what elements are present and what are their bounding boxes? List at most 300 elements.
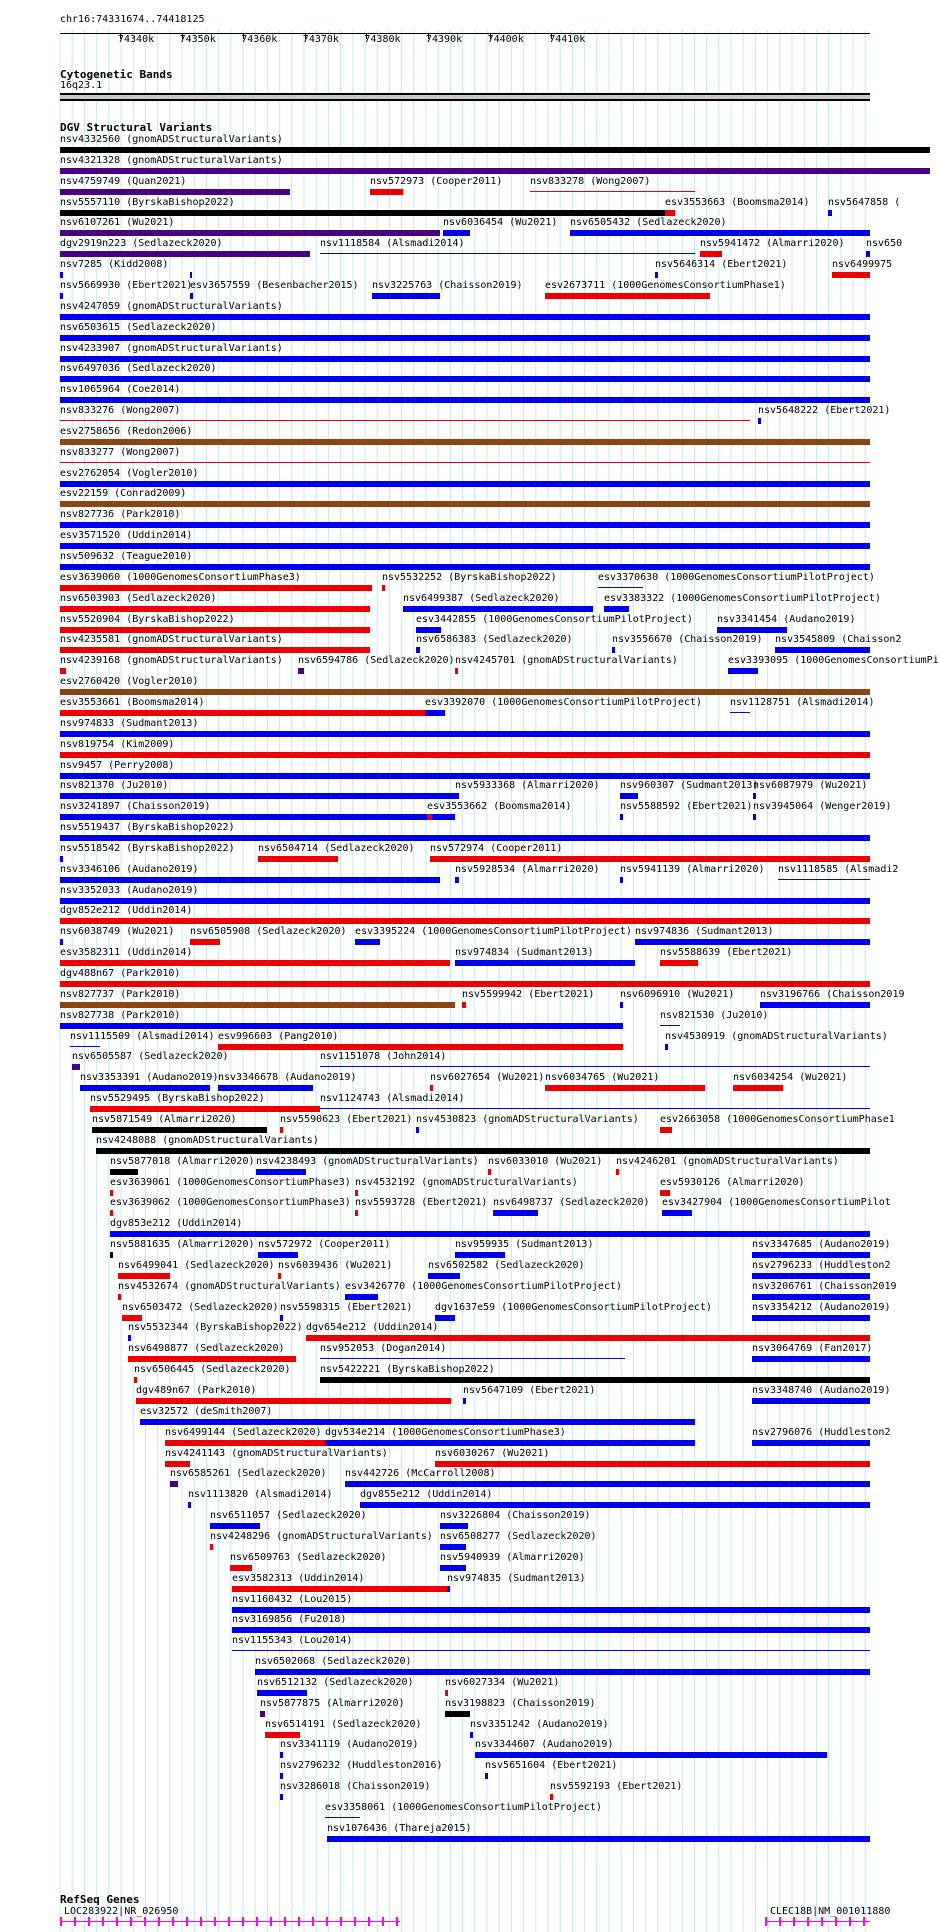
variant-feature[interactable]: [96, 1148, 870, 1154]
variant-feature[interactable]: [210, 1523, 260, 1529]
variant-label[interactable]: nsv6030267 (Wu2021): [435, 1447, 550, 1459]
variant-label[interactable]: nsv6033010 (Wu2021): [488, 1155, 603, 1167]
variant-feature[interactable]: [60, 585, 372, 591]
variant-label[interactable]: nsv6498737 (Sedlazeck2020): [493, 1197, 650, 1209]
gene-exon[interactable]: [793, 1917, 795, 1926]
variant-feature[interactable]: [604, 606, 629, 612]
variant-label[interactable]: nsv3344607 (Audano2019): [475, 1739, 614, 1751]
variant-label[interactable]: nsv6039436 (Wu2021): [278, 1259, 393, 1271]
variant-feature[interactable]: [232, 1607, 870, 1613]
variant-label[interactable]: nsv5588639 (Ebert2021): [660, 947, 793, 959]
variant-feature[interactable]: [440, 1565, 466, 1571]
variant-feature[interactable]: [320, 1358, 625, 1359]
variant-label[interactable]: esv3395224 (1000GenomesConsortiumPilotProject): [355, 926, 632, 938]
variant-label[interactable]: nsv6585261 (Sedlazeck2020): [170, 1468, 327, 1480]
variant-feature[interactable]: [60, 939, 63, 945]
variant-feature[interactable]: [752, 1398, 870, 1404]
variant-label[interactable]: nsv4248296 (gnomADStructuralVariants): [210, 1530, 433, 1542]
variant-feature[interactable]: [620, 814, 623, 820]
variant-label[interactable]: nsv5669930 (Ebert2021): [60, 279, 193, 291]
variant-feature[interactable]: [485, 1773, 488, 1779]
variant-label[interactable]: nsv6504714 (Sedlazeck2020): [258, 842, 415, 854]
variant-label[interactable]: nsv1160432 (Lou2015): [232, 1593, 353, 1605]
variant-feature[interactable]: [60, 856, 63, 862]
variant-label[interactable]: nsv3545809 (Chaisson2: [775, 634, 902, 646]
variant-label[interactable]: nsv5881635 (Almarri2020): [110, 1239, 255, 1251]
variant-feature[interactable]: [416, 1127, 419, 1133]
gene-exon[interactable]: [158, 1917, 160, 1926]
variant-feature[interactable]: [60, 960, 450, 966]
variant-label[interactable]: nsv833277 (Wong2007): [60, 446, 181, 458]
variant-feature[interactable]: [455, 668, 458, 674]
variant-label[interactable]: nsv4532674 (gnomADStructuralVariants): [118, 1280, 341, 1292]
variant-feature[interactable]: [210, 1544, 213, 1550]
variant-feature[interactable]: [280, 1794, 283, 1800]
variant-label[interactable]: nsv5941472 (Almarri2020): [700, 238, 845, 250]
variant-label[interactable]: nsv6107261 (Wu2021): [60, 217, 175, 229]
variant-feature[interactable]: [60, 1002, 455, 1008]
variant-label[interactable]: nsv6499387 (Sedlazeck2020): [403, 592, 560, 604]
variant-label[interactable]: nsv6499144 (Sedlazeck2020): [165, 1426, 322, 1438]
variant-feature[interactable]: [60, 439, 870, 445]
variant-feature[interactable]: [752, 1273, 870, 1279]
variant-label[interactable]: dgv654e212 (Uddin2014): [306, 1322, 439, 1334]
variant-label[interactable]: nsv4233907 (gnomADStructuralVariants): [60, 342, 283, 354]
variant-feature[interactable]: [370, 189, 403, 195]
variant-label[interactable]: nsv4241143 (gnomADStructuralVariants): [165, 1447, 388, 1459]
variant-label[interactable]: nsv4235581 (gnomADStructuralVariants): [60, 634, 283, 646]
variant-feature[interactable]: [128, 1335, 131, 1341]
variant-feature[interactable]: [165, 1440, 325, 1446]
variant-feature[interactable]: [60, 335, 870, 341]
variant-feature[interactable]: [165, 1461, 190, 1467]
variant-label[interactable]: nsv6505432 (Sedlazeck2020): [570, 217, 727, 229]
variant-label[interactable]: dgv488n67 (Park2010): [60, 968, 181, 979]
variant-label[interactable]: nsv5647858 (: [828, 196, 901, 208]
variant-label[interactable]: esv2758656 (Redon2006): [60, 425, 193, 437]
variant-feature[interactable]: [60, 272, 63, 278]
variant-label[interactable]: esv3639061 (1000GenomesConsortiumPhase3): [110, 1176, 351, 1188]
variant-feature[interactable]: [256, 1169, 306, 1175]
variant-label[interactable]: nsv442726 (McCarroll2008): [345, 1468, 496, 1480]
variant-feature[interactable]: [60, 189, 290, 195]
variant-label[interactable]: nsv5518542 (ByrskaBishop2022): [60, 842, 235, 854]
variant-label[interactable]: nsv5648222 (Ebert2021): [758, 405, 891, 417]
variant-label[interactable]: nsv5532344 (ByrskaBishop2022): [128, 1322, 303, 1334]
variant-feature[interactable]: [110, 1210, 113, 1216]
gene-exon[interactable]: [242, 1917, 244, 1926]
variant-label[interactable]: nsv3353391 (Audano2019): [80, 1072, 219, 1084]
gene-label[interactable]: CLEC18B|NM_001011880: [770, 1906, 891, 1917]
variant-feature[interactable]: [435, 1315, 455, 1321]
variant-feature[interactable]: [60, 877, 440, 883]
variant-label[interactable]: esv32572 (deSmith2007): [140, 1405, 273, 1417]
variant-feature[interactable]: [372, 293, 440, 299]
variant-feature[interactable]: [866, 251, 870, 257]
variant-label[interactable]: nsv1115509 (Alsmadi2014): [70, 1030, 215, 1042]
variant-feature[interactable]: [188, 1502, 191, 1508]
variant-feature[interactable]: [60, 627, 370, 633]
variant-feature[interactable]: [355, 939, 380, 945]
variant-feature[interactable]: [660, 1127, 672, 1133]
gene-exon[interactable]: [382, 1917, 384, 1926]
variant-feature[interactable]: [258, 1252, 298, 1258]
variant-label[interactable]: nsv1151078 (John2014): [320, 1051, 447, 1063]
variant-feature[interactable]: [728, 668, 758, 674]
variant-label[interactable]: nsv4248088 (gnomADStructuralVariants): [96, 1134, 319, 1146]
variant-feature[interactable]: [60, 376, 870, 382]
variant-label[interactable]: nsv5928534 (Almarri2020): [455, 863, 600, 875]
variant-label[interactable]: nsv5588592 (Ebert2021): [620, 801, 753, 813]
variant-feature[interactable]: [257, 1690, 307, 1696]
variant-feature[interactable]: [60, 251, 310, 257]
variant-feature[interactable]: [70, 1046, 100, 1047]
variant-label[interactable]: nsv5940939 (Almarri2020): [440, 1551, 585, 1563]
variant-label[interactable]: nsv4532192 (gnomADStructuralVariants): [355, 1176, 578, 1188]
variant-feature[interactable]: [60, 981, 870, 987]
variant-feature[interactable]: [355, 1190, 358, 1196]
variant-label[interactable]: esv3358061 (1000GenomesConsortiumPilotProject): [325, 1802, 602, 1813]
variant-label[interactable]: nsv821370 (Ju2010): [60, 780, 169, 792]
variant-label[interactable]: nsv3354212 (Audano2019): [752, 1301, 891, 1313]
variant-feature[interactable]: [445, 1711, 470, 1717]
variant-feature[interactable]: [325, 1440, 695, 1446]
variant-label[interactable]: nsv3945064 (Wenger2019): [753, 801, 892, 813]
variant-label[interactable]: nsv821530 (Ju2010): [660, 1009, 769, 1021]
variant-label[interactable]: nsv1076436 (Thareja2015): [327, 1822, 472, 1834]
variant-label[interactable]: esv996603 (Pang2010): [218, 1030, 339, 1042]
gene-exon[interactable]: [354, 1917, 356, 1926]
variant-feature[interactable]: [60, 462, 870, 463]
variant-label[interactable]: nsv1113820 (Alsmadi2014): [188, 1489, 333, 1501]
variant-feature[interactable]: [403, 606, 593, 612]
variant-label[interactable]: nsv6027654 (Wu2021): [430, 1072, 545, 1084]
variant-feature[interactable]: [60, 647, 370, 653]
variant-feature[interactable]: [327, 1836, 870, 1842]
variant-label[interactable]: nsv7285 (Kidd2008): [60, 259, 169, 271]
variant-feature[interactable]: [170, 1481, 178, 1487]
variant-label[interactable]: nsv3346106 (Audano2019): [60, 863, 199, 875]
variant-label[interactable]: dgv852e212 (Uddin2014): [60, 905, 193, 917]
gene-exon[interactable]: [298, 1917, 300, 1926]
variant-label[interactable]: nsv3225763 (Chaisson2019): [372, 279, 523, 291]
variant-feature[interactable]: [758, 418, 761, 424]
variant-feature[interactable]: [60, 210, 670, 216]
variant-label[interactable]: nsv1155343 (Lou2014): [232, 1635, 353, 1647]
variant-label[interactable]: nsv6506445 (Sedlazeck2020): [134, 1364, 291, 1376]
variant-feature[interactable]: [455, 793, 459, 799]
variant-feature[interactable]: [463, 1398, 466, 1404]
variant-feature[interactable]: [280, 1752, 283, 1758]
variant-feature[interactable]: [60, 668, 66, 674]
variant-label[interactable]: nsv1124743 (Alsmadi2014): [320, 1093, 465, 1105]
variant-feature[interactable]: [60, 773, 870, 779]
variant-feature[interactable]: [280, 1773, 283, 1779]
variant-label[interactable]: nsv1118585 (Alsmadi2: [778, 863, 899, 875]
variant-label[interactable]: nsv3226804 (Chaisson2019): [440, 1510, 591, 1522]
variant-feature[interactable]: [455, 1252, 505, 1258]
gene-exon[interactable]: [102, 1917, 104, 1926]
variant-label[interactable]: nsv572974 (Cooper2011): [430, 842, 563, 854]
variant-feature[interactable]: [733, 1085, 783, 1091]
variant-feature[interactable]: [280, 1127, 283, 1133]
variant-feature[interactable]: [60, 293, 63, 299]
variant-label[interactable]: nsv1128751 (Alsmadi2014): [730, 696, 875, 708]
variant-label[interactable]: nsv6503472 (Sedlazeck2020): [122, 1301, 279, 1313]
gene-exon[interactable]: [863, 1917, 865, 1926]
variant-feature[interactable]: [136, 1398, 451, 1404]
gene-label[interactable]: LOC283922|NR_026950: [64, 1906, 179, 1917]
variant-label[interactable]: nsv5599942 (Ebert2021): [462, 988, 595, 1000]
variant-feature[interactable]: [753, 814, 756, 820]
gene-exon[interactable]: [116, 1917, 118, 1926]
gene-exon[interactable]: [765, 1917, 767, 1926]
variant-feature[interactable]: [455, 877, 459, 883]
gene-exon[interactable]: [835, 1917, 837, 1926]
variant-feature[interactable]: [60, 918, 870, 924]
gene-exon[interactable]: [284, 1917, 286, 1926]
variant-feature[interactable]: [470, 1732, 473, 1738]
gene-exon[interactable]: [270, 1917, 272, 1926]
variant-label[interactable]: nsv5877875 (Almarri2020): [260, 1697, 405, 1709]
variant-label[interactable]: nsv6509763 (Sedlazeck2020): [230, 1551, 387, 1563]
variant-feature[interactable]: [445, 1690, 448, 1696]
variant-feature[interactable]: [730, 712, 750, 713]
variant-feature[interactable]: [382, 585, 385, 591]
variant-feature[interactable]: [265, 1732, 300, 1738]
variant-label[interactable]: nsv6087979 (Wu2021): [753, 780, 868, 792]
gene-exon[interactable]: [396, 1917, 398, 1926]
variant-feature[interactable]: [616, 1169, 619, 1175]
variant-label[interactable]: nsv2796076 (Huddleston2: [752, 1426, 891, 1438]
variant-label[interactable]: nsv6027334 (Wu2021): [445, 1676, 560, 1688]
gene-exon[interactable]: [326, 1917, 328, 1926]
variant-label[interactable]: nsv5651604 (Ebert2021): [485, 1760, 618, 1772]
variant-label[interactable]: nsv1118584 (Alsmadi2014): [320, 238, 465, 250]
variant-label[interactable]: nsv959935 (Sudmant2013): [455, 1239, 594, 1251]
variant-feature[interactable]: [60, 481, 870, 487]
variant-label[interactable]: esv3571520 (Uddin2014): [60, 530, 193, 542]
variant-label[interactable]: nsv2796232 (Huddleston2016): [280, 1760, 443, 1772]
variant-feature[interactable]: [92, 1127, 267, 1133]
variant-label[interactable]: nsv3286018 (Chaisson2019): [280, 1781, 431, 1793]
variant-feature[interactable]: [190, 939, 220, 945]
variant-feature[interactable]: [60, 543, 870, 549]
variant-label[interactable]: nsv6502068 (Sedlazeck2020): [255, 1656, 412, 1668]
variant-label[interactable]: nsv6499041 (Sedlazeck2020): [118, 1259, 275, 1271]
variant-label[interactable]: nsv6505908 (Sedlazeck2020): [190, 926, 347, 938]
variant-feature[interactable]: [110, 1190, 113, 1196]
variant-feature[interactable]: [60, 710, 430, 716]
variant-feature[interactable]: [345, 1294, 378, 1300]
variant-label[interactable]: nsv4239168 (gnomADStructuralVariants): [60, 655, 283, 667]
variant-feature[interactable]: [760, 1002, 870, 1008]
variant-feature[interactable]: [488, 1169, 491, 1175]
variant-label[interactable]: nsv3341119 (Audano2019): [280, 1739, 419, 1751]
variant-feature[interactable]: [612, 647, 615, 653]
variant-feature[interactable]: [428, 1273, 460, 1279]
variant-label[interactable]: nsv974833 (Sudmant2013): [60, 717, 199, 729]
gene-exon[interactable]: [144, 1917, 146, 1926]
variant-feature[interactable]: [360, 1502, 870, 1508]
variant-label[interactable]: nsv5590623 (Ebert2021): [280, 1113, 413, 1125]
variant-feature[interactable]: [60, 314, 870, 320]
variant-label[interactable]: nsv5529495 (ByrskaBishop2022): [90, 1093, 265, 1105]
variant-label[interactable]: nsv3347685 (Audano2019): [752, 1239, 891, 1251]
variant-label[interactable]: nsv5871549 (Almarri2020): [92, 1113, 237, 1125]
variant-feature[interactable]: [255, 1669, 870, 1675]
gene-exon[interactable]: [88, 1917, 90, 1926]
variant-feature[interactable]: [440, 1544, 466, 1550]
variant-label[interactable]: esv3426770 (1000GenomesConsortiumPilotProject): [345, 1280, 622, 1292]
gene-exon[interactable]: [214, 1917, 216, 1926]
variant-feature[interactable]: [128, 1356, 296, 1362]
variant-label[interactable]: nsv974835 (Sudmant2013): [447, 1572, 586, 1584]
variant-label[interactable]: nsv3169856 (Fu2018): [232, 1614, 347, 1626]
variant-label[interactable]: esv3393095 (1000GenomesConsortiumPi: [728, 655, 939, 667]
variant-feature[interactable]: [455, 960, 635, 966]
variant-feature[interactable]: [320, 1108, 870, 1109]
variant-feature[interactable]: [635, 939, 870, 945]
variant-feature[interactable]: [832, 272, 870, 278]
variant-feature[interactable]: [665, 1044, 668, 1050]
variant-label[interactable]: nsv6036454 (Wu2021): [443, 217, 558, 229]
variant-label[interactable]: esv3553663 (Boomsma2014): [665, 196, 810, 208]
variant-feature[interactable]: [60, 564, 870, 570]
variant-feature[interactable]: [778, 879, 870, 880]
variant-label[interactable]: esv3639062 (1000GenomesConsortiumPhase3): [110, 1197, 351, 1209]
variant-feature[interactable]: [545, 1085, 705, 1091]
gene-exon[interactable]: [312, 1917, 314, 1926]
variant-feature[interactable]: [752, 1440, 870, 1446]
variant-feature[interactable]: [60, 397, 870, 403]
variant-label[interactable]: esv3370630 (1000GenomesConsortiumPilotProject): [598, 571, 875, 583]
variant-feature[interactable]: [550, 1794, 553, 1800]
variant-label[interactable]: nsv5592193 (Ebert2021): [550, 1781, 683, 1793]
variant-feature[interactable]: [60, 689, 870, 695]
variant-label[interactable]: nsv974834 (Sudmant2013): [455, 947, 594, 959]
variant-feature[interactable]: [530, 191, 695, 192]
variant-label[interactable]: dgv534e214 (1000GenomesConsortiumPhase3): [325, 1426, 566, 1438]
variant-label[interactable]: nsv5593728 (Ebert2021): [355, 1197, 488, 1209]
variant-label[interactable]: nsv3351242 (Audano2019): [470, 1718, 609, 1730]
gene-exon[interactable]: [849, 1917, 851, 1926]
variant-label[interactable]: nsv6505587 (Sedlazeck2020): [72, 1051, 229, 1063]
gene-exon[interactable]: [186, 1917, 188, 1926]
variant-label[interactable]: nsv6511057 (Sedlazeck2020): [210, 1510, 367, 1522]
variant-feature[interactable]: [60, 793, 455, 799]
variant-feature[interactable]: [598, 587, 643, 588]
variant-feature[interactable]: [230, 1565, 252, 1571]
variant-label[interactable]: nsv5557110 (ByrskaBishop2022): [60, 196, 235, 208]
variant-label[interactable]: nsv3064769 (Fan2017): [752, 1343, 873, 1355]
variant-label[interactable]: nsv6503615 (Sedlazeck2020): [60, 321, 217, 333]
variant-label[interactable]: nsv819754 (Kim2009): [60, 738, 175, 750]
variant-label[interactable]: nsv3206761 (Chaisson2019: [752, 1280, 897, 1292]
variant-feature[interactable]: [110, 1252, 113, 1258]
variant-feature[interactable]: [447, 1586, 450, 1592]
variant-label[interactable]: nsv4759749 (Quan2021): [60, 175, 187, 187]
variant-feature[interactable]: [620, 877, 623, 883]
variant-feature[interactable]: [60, 147, 930, 153]
gene-exon[interactable]: [807, 1917, 809, 1926]
variant-label[interactable]: nsv6499975: [832, 259, 893, 271]
variant-feature[interactable]: [260, 1711, 265, 1717]
gene-exon[interactable]: [779, 1917, 781, 1926]
variant-label[interactable]: nsv6497036 (Sedlazeck2020): [60, 363, 217, 375]
variant-label[interactable]: dgv855e212 (Uddin2014): [360, 1489, 493, 1501]
variant-feature[interactable]: [122, 1315, 142, 1321]
variant-label[interactable]: nsv3556670 (Chaisson2019): [612, 634, 763, 646]
gene-exon[interactable]: [130, 1917, 132, 1926]
variant-label[interactable]: esv3582313 (Uddin2014): [232, 1572, 365, 1584]
variant-feature[interactable]: [660, 960, 698, 966]
variant-label[interactable]: nsv6502582 (Sedlazeck2020): [428, 1259, 585, 1271]
variant-feature[interactable]: [60, 1023, 623, 1029]
variant-label[interactable]: nsv6498877 (Sedlazeck2020): [128, 1343, 285, 1355]
variant-feature[interactable]: [753, 793, 756, 799]
variant-feature[interactable]: [72, 1064, 80, 1070]
variant-feature[interactable]: [298, 668, 304, 674]
variant-label[interactable]: nsv5520904 (ByrskaBishop2022): [60, 613, 235, 625]
variant-feature[interactable]: [435, 1461, 870, 1467]
variant-feature[interactable]: [425, 710, 445, 716]
variant-label[interactable]: esv3639060 (1000GenomesConsortiumPhase3): [60, 571, 301, 583]
variant-feature[interactable]: [462, 1002, 466, 1008]
variant-label[interactable]: nsv5941139 (Almarri2020): [620, 863, 765, 875]
variant-label[interactable]: nsv6512132 (Sedlazeck2020): [257, 1676, 414, 1688]
variant-label[interactable]: nsv5422221 (ByrskaBishop2022): [320, 1364, 495, 1376]
variant-label[interactable]: esv5930126 (Almarri2020): [660, 1176, 805, 1188]
variant-feature[interactable]: [325, 1817, 360, 1818]
variant-label[interactable]: esv3553662 (Boomsma2014): [427, 801, 572, 813]
variant-feature[interactable]: [700, 251, 722, 257]
variant-feature[interactable]: [620, 1002, 623, 1008]
variant-label[interactable]: esv2673711 (1000GenomesConsortiumPhase1): [545, 279, 786, 291]
variant-label[interactable]: nsv572973 (Cooper2011): [370, 175, 503, 187]
variant-feature[interactable]: [475, 1752, 827, 1758]
gene-exon[interactable]: [172, 1917, 174, 1926]
variant-feature[interactable]: [665, 210, 675, 216]
variant-feature[interactable]: [430, 856, 870, 862]
variant-feature[interactable]: [660, 1025, 680, 1026]
variant-label[interactable]: nsv6034765 (Wu2021): [545, 1072, 660, 1084]
variant-feature[interactable]: [110, 1169, 138, 1175]
variant-feature[interactable]: [355, 1210, 358, 1216]
variant-label[interactable]: dgv1637e59 (1000GenomesConsortiumPilotProject): [435, 1301, 712, 1313]
variant-label[interactable]: nsv5598315 (Ebert2021): [280, 1301, 413, 1313]
variant-label[interactable]: esv2760420 (Vogler2010): [60, 676, 199, 688]
variant-label[interactable]: nsv6594786 (Sedlazeck2020): [298, 655, 455, 667]
variant-label[interactable]: nsv572972 (Cooper2011): [258, 1239, 391, 1251]
variant-feature[interactable]: [60, 230, 440, 236]
variant-label[interactable]: nsv6514191 (Sedlazeck2020): [265, 1718, 422, 1730]
variant-feature[interactable]: [545, 293, 710, 299]
variant-feature[interactable]: [320, 1377, 870, 1383]
gene-exon[interactable]: [200, 1917, 202, 1926]
variant-feature[interactable]: [752, 1252, 870, 1258]
variant-label[interactable]: esv2663058 (1000GenomesConsortiumPhase1: [660, 1113, 895, 1125]
variant-label[interactable]: nsv3198823 (Chaisson2019): [445, 1697, 596, 1709]
variant-feature[interactable]: [118, 1273, 170, 1279]
variant-feature[interactable]: [218, 1044, 623, 1050]
variant-label[interactable]: nsv3348740 (Audano2019): [752, 1385, 891, 1396]
variant-label[interactable]: nsv3341454 (Audano2019): [717, 613, 856, 625]
variant-feature[interactable]: [320, 253, 695, 254]
variant-label[interactable]: nsv6503903 (Sedlazeck2020): [60, 592, 217, 604]
variant-feature[interactable]: [620, 793, 638, 799]
variant-label[interactable]: nsv3352033 (Audano2019): [60, 884, 199, 896]
